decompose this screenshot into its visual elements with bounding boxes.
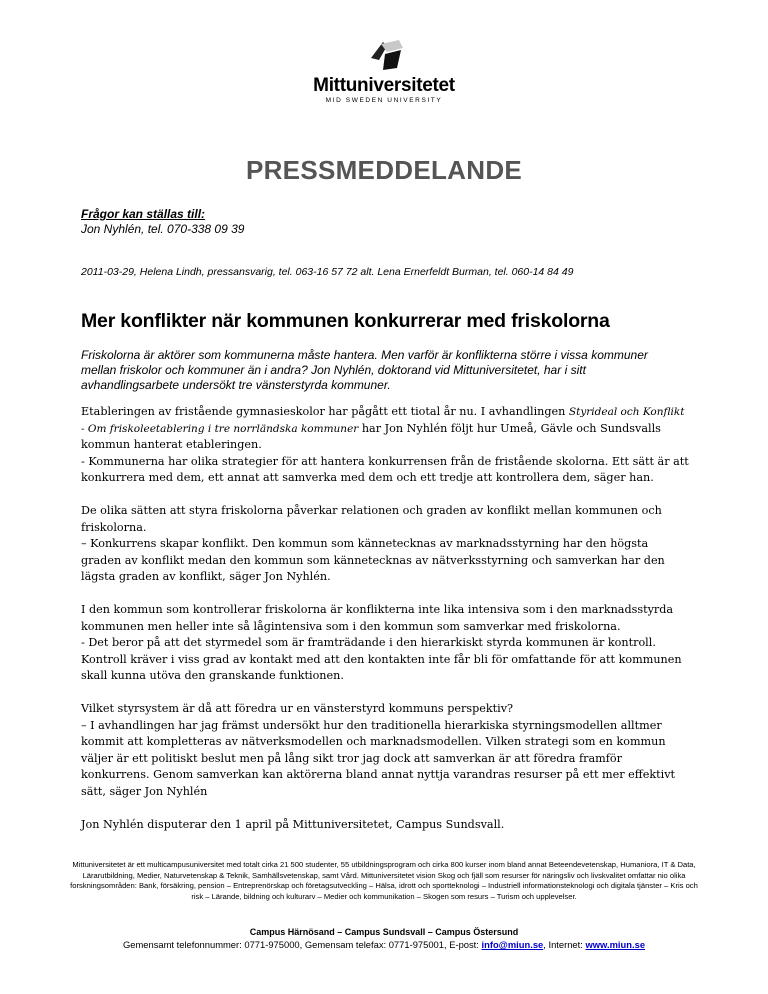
logo-subtitle: MID SWEDEN UNIVERSITY: [325, 97, 443, 104]
footer-contact-prefix: Gemensamt telefonnummer: 0771-975000, Gemensam telefax: 0771-975001, E-post:: [122, 939, 482, 950]
contact-heading: Frågor kan ställas till:: [81, 207, 206, 221]
dissertation-title: Styrideal och Konflikt - Om friskoleetablering i tre norrländska kommuner: [81, 406, 685, 435]
lead-paragraph: Friskolorna är aktörer som kommunerna måste hantera. Men varför är konflikterna större i vissa kommuner mellan friskolor och kommuner än i andra? Jon Nyhlén, doktorand vid Mittuniversitetet, har i sitt avhandlingsarbete undersökt tre vänsterstyrda kommuner.: [81, 348, 648, 392]
paragraph-1-quote: - Kommunerna har olika strategier för att hantera konkurrensen från de fristående skolorna. Ett sätt är att konkurrera med dem, ett annat att samverka med dem och ett tredje att kontrollera dem, säger han.: [81, 454, 689, 484]
paragraph-2: [81, 503, 691, 586]
email-link[interactable]: info@miun.se: [481, 939, 544, 950]
press-release-title: PRESSMEDDELANDE: [245, 155, 523, 185]
logo-emblem-icon: [361, 36, 407, 74]
contact-person: Jon Nyhlén, tel. 070-338 09 39: [81, 222, 245, 236]
headline: Mer konflikter när kommunen konkurrerar med friskolorna: [81, 310, 610, 332]
paragraph-2-text: De olika sätten att styra friskolorna påverkar relationen och graden av konflikt mellan kommunen och friskolorna.: [81, 504, 662, 534]
paragraph-5: [81, 817, 691, 834]
article-body: [81, 404, 691, 850]
footer-contact-line: [0, 939, 768, 950]
paragraph-4-question: Vilket styrsystem är då att föredra ur en vänsterstyrd kommuns perspektiv?: [81, 702, 514, 715]
paragraph-3-quote: - Det beror på att det styrmedel som är framträdande i den hierarkiskt styrda kommunen är kontroll. Kontroll kräver i viss grad av kontakt med att den kontakten inte får bli för omfattande för att kommunen skall kunna utöva den granskande funktionen.: [81, 636, 682, 682]
paragraph-4: [81, 701, 691, 800]
paragraph-3: [81, 602, 691, 685]
footer-campuses: Campus Härnösand – Campus Sundsvall – Campus Östersund: [249, 927, 519, 937]
website-link[interactable]: www.miun.se: [585, 939, 646, 950]
paragraph-2-quote: – Konkurrens skapar konflikt. Den kommun som kännetecknas av marknadsstyrning har den högsta graden av konflikt medan den kommun som kännetecknas av nätverksstyrning och samverkan har den lägsta graden av konflikt, säger Jon Nyhlén.: [81, 537, 665, 583]
paragraph-1-intro: Etableringen av fristående gymnasieskolor har pågått ett tiotal år nu. I avhandlingen Styrideal och Konflikt - Om friskoleetablering i tre norrländska kommuner har Jon Nyhlén följt hur Umeå, Gävle och Sundsvalls kommun hanterat etableringen.: [81, 405, 685, 451]
footer-university-info: Mittuniversitetet är ett multicampusuniversitet med totalt cirka 21 500 studenter, 55 utbildningsprogram och cirka 800 kurser inom bland annat Beteendevetenskap, Humaniora, IT & Data, Lärarutbildning, Medier, Naturvetenskap & Teknik, Samhällsvetenskap, samt Vård. Mittuniversitetet vision Skog och fjäll som resurser för näringsliv och livskvalitet omfattar nio olika forskningsområden: Bank, försäkring, pension – Entreprenörskap och företagsutveckling – Hälsa, idrott och sportteknologi – Industriell informationsteknologi och digitala tjänster – Kris och risk – Lärande, bildning och kulturarv – Medier och kommunikation – Skogen som resurs – Turism och upplevelser.: [70, 860, 698, 901]
dateline: 2011-03-29, Helena Lindh, pressansvarig, tel. 063-16 57 72 alt. Lena Ernerfeldt Burman, tel. 060-14 84 49: [81, 266, 574, 278]
paragraph-1: [81, 404, 691, 487]
logo-name: Mittuniversitetet: [313, 75, 455, 96]
footer-internet-label: , Internet:: [543, 939, 586, 950]
university-logo: [300, 36, 468, 104]
paragraph-3-text: I den kommun som kontrollerar friskolorna är konflikterna inte lika intensiva som i den marknadsstyrda kommunen men heller inte så lågintensiva som i den kommun som samverkar med friskolorna.: [81, 603, 674, 633]
paragraph-5-text: Jon Nyhlén disputerar den 1 april på Mittuniversitetet, Campus Sundsvall.: [81, 817, 505, 831]
paragraph-4-answer: – I avhandlingen har jag främst undersökt hur den traditionella hierarkiska styrningsmodellen alltmer kommit att kompletteras av nätverksmodellen och marknadsmodellen. Vilken strategi som en kommun väljer är ett politiskt beslut men på lång sikt tror jag dock att samverkan är att föredra framför konkurrens. Genom samverkan kan aktörerna bland annat nyttja varandras resurser på ett mer effektivt sätt, säger Jon Nyhlén: [81, 718, 676, 798]
